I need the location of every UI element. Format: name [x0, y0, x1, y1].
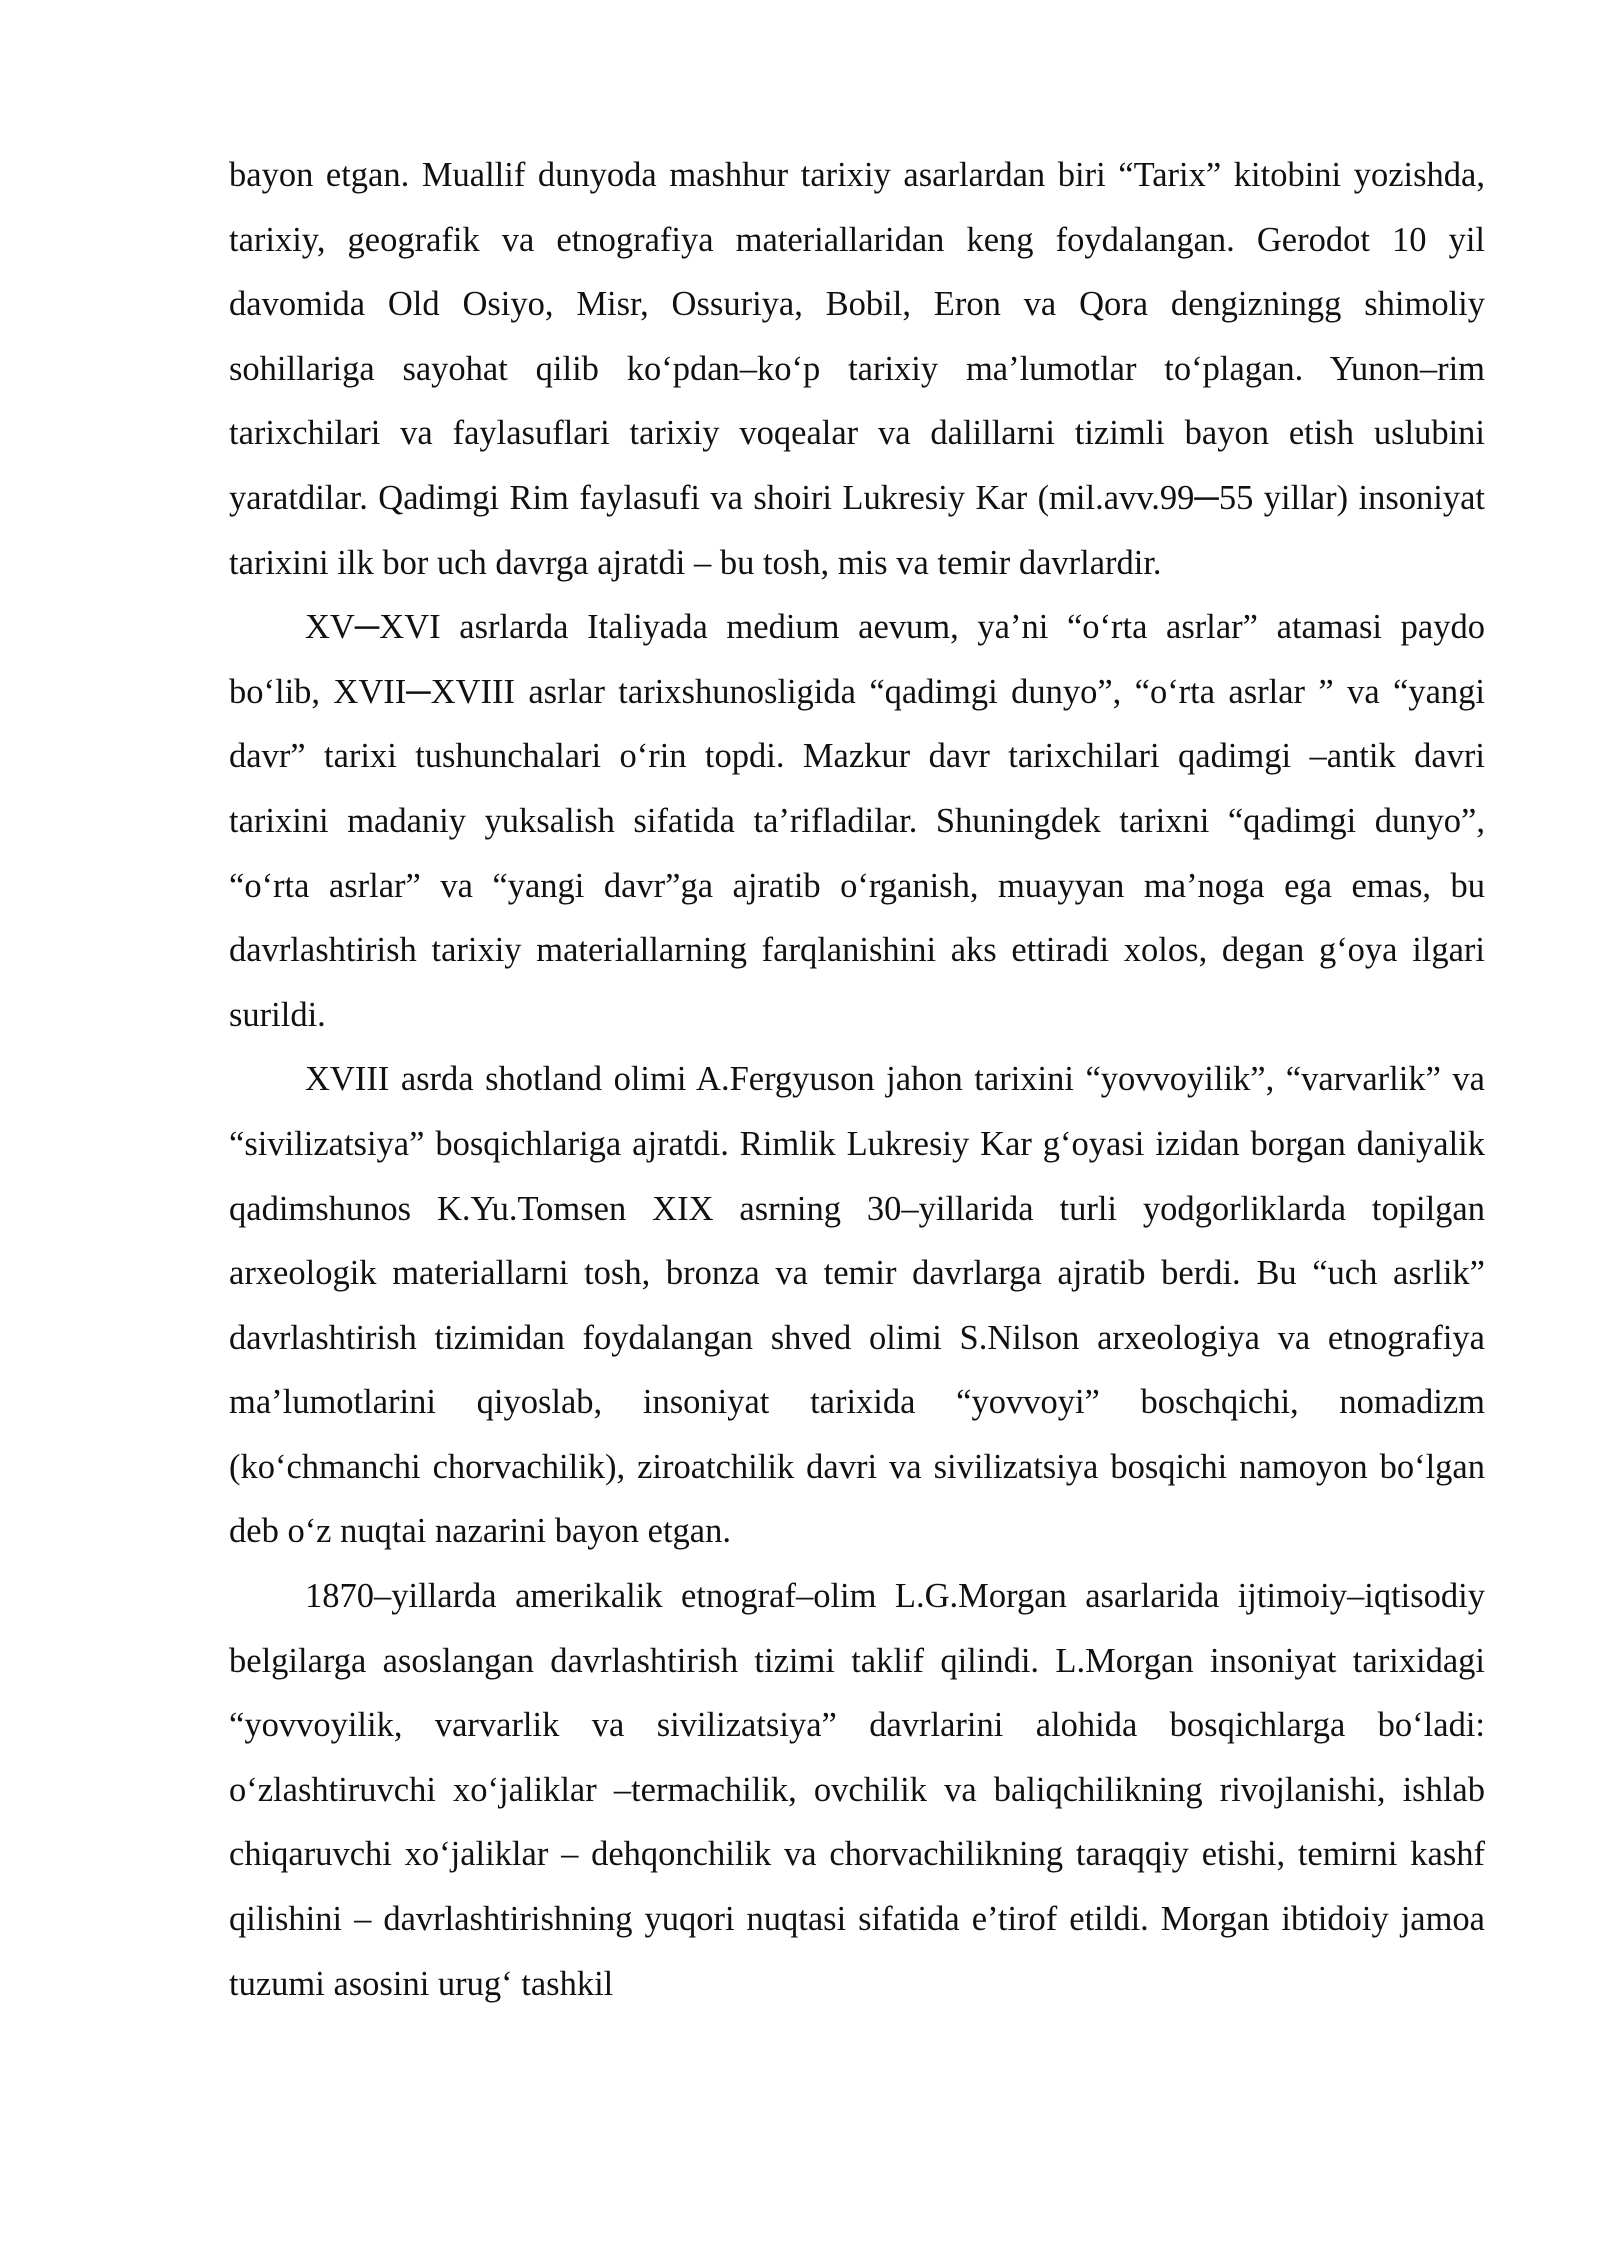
paragraph-3: XVIII asrda shotland olimi A.Fergyuson jahon tarixini “yovvoyilik”, “varvarlik” va “sivilizatsiya” bosqichlariga ajratdi. Rimlik Lukresiy Kar g‘oyasi izidan borgan daniyalik qadimshunos K.Yu.Tomsen XIX asrning 30–yillarida turli yodgorliklarda topilgan arxeologik materiallarni tosh, bronza va temir davrlarga ajratib berdi. Bu “uch asrlik” davrlashtirish tizimidan foydalangan shved olimi S.Nilson arxeologiya va etnografiya ma’lumotlarini qiyoslab, insoniyat tarixida “yovvoyi” boschqichi, nomadizm (ko‘chmanchi chorvachilik), ziroatchilik davri va sivilizatsiya bosqichi namoyon bo‘lgan deb o‘z nuqtai nazarini bayon etgan.	[229, 1060, 1485, 1551]
body-text	[229, 143, 1485, 2016]
paragraph-2: XV─XVI asrlarda Italiyada medium aevum, ya’ni “o‘rta asrlar” atamasi paydo bo‘lib, XVII─XVIII asrlar tarixshunosligida “qadimgi dunyo”, “o‘rta asrlar ” va “yangi davr” tarixi tushunchalari o‘rin topdi. Mazkur davr tarixchilari qadimgi –antik davri tarixini madaniy yuksalish sifatida ta’rifladilar. Shuningdek tarixni “qadimgi dunyo”, “o‘rta asrlar” va “yangi davr”ga ajratib o‘rganish, muayyan ma’noga ega emas, bu davrlashtirish tarixiy materiallarning farqlanishini aks ettiradi xolos, degan g‘oya ilgari surildi.	[229, 608, 1485, 1034]
paragraph-1: bayon etgan. Muallif dunyoda mashhur tarixiy asarlardan biri “Tarix” kitobini yozishda, tarixiy, geografik va etnografiya materiallaridan keng foydalangan. Gerodot 10 yil davomida Old Osiyo, Misr, Ossuriya, Bobil, Eron va Qora dengizningg shimoliy sohillariga sayohat qilib ko‘pdan–ko‘p tarixiy ma’lumotlar to‘plagan. Yunon–rim tarixchilari va faylasuflari tarixiy voqealar va dalillarni tizimli bayon etish uslubini yaratdilar. Qadimgi Rim faylasufi va shoiri Lukresiy Kar (mil.avv.99─55 yillar) insoniyat tarixini ilk bor uch davrga ajratdi – bu tosh, mis va temir davrlardir.	[229, 156, 1485, 582]
paragraph-4: 1870–yillarda amerikalik etnograf–olim L.G.Morgan asarlarida ijtimoiy–iqtisodiy belgilarga asoslangan davrlashtirish tizimi taklif qilindi. L.Morgan insoniyat tarixidagi “yovvoyilik, varvarlik va sivilizatsiya” davrlarini alohida bosqichlarga bo‘ladi: o‘zlashtiruvchi xo‘jaliklar –termachilik, ovchilik va baliqchilikning rivojlanishi, ishlab chiqaruvchi xo‘jaliklar – dehqonchilik va chorvachilikning taraqqiy etishi, temirni kashf qilishini – davrlashtirishning yuqori nuqtasi sifatida e’tirof etildi. Morgan ibtidoiy jamoa tuzumi asosini urug‘ tashkil	[229, 1577, 1485, 2003]
